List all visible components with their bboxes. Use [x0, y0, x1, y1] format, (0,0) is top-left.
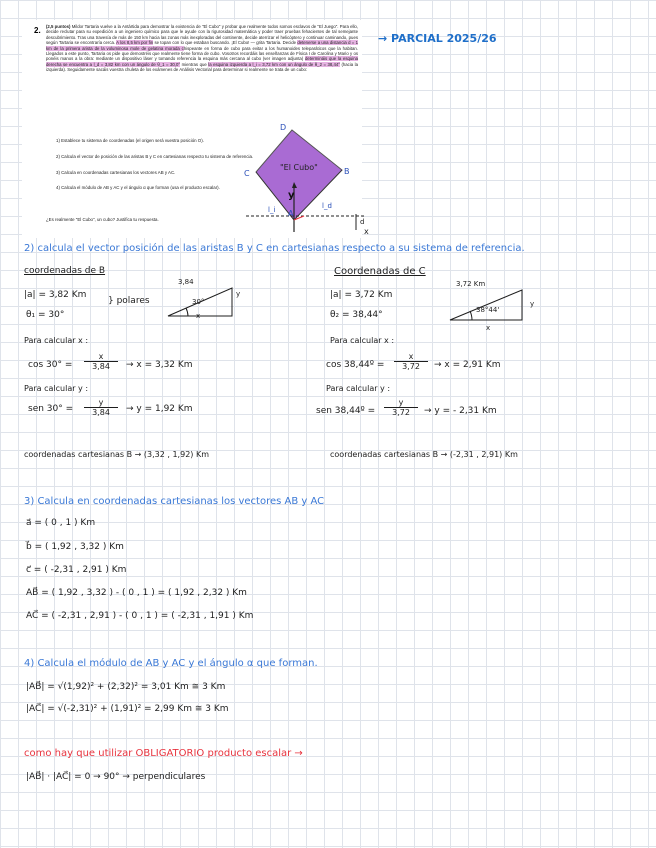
label-y: y: [288, 190, 295, 201]
problem-text-a: Mildor Tartaria vuelve a la Antártida para demostrar la existencia de "El Cubo" y probar que realmente todos somos esclavos de "El Juego". Para ello, decide reclutar para su expedición a un ingeniero químico para que le ayude con la rigurosidad matemática y poder traer pruebas fehacientes de tal semejante descubrimiento. Tras una travesía de más de 150 km hacia las zonas más inexploradas del continente, decide aterrizar el helicóptero y continuar caminando, pues según Tartaria se encontraría cerca.: [46, 24, 358, 46]
b-cartesian: coordenadas cartesianas B → (3,32 , 1,92) Km: [24, 450, 209, 459]
problem-number: 2.: [34, 26, 41, 35]
q3-line-c: c⃗ = ( -2,31 , 2,91 ) Km: [26, 565, 127, 575]
q4-ab-modulus: |AB⃗| = √(1,92)² + (2,32)² = 3,01 Km ≅ 3 Km: [26, 682, 226, 692]
vertex-a: A: [288, 209, 294, 218]
c-sen-num: y: [384, 398, 418, 408]
vertex-d: D: [280, 123, 287, 132]
q3-line-ab: AB⃗ = ( 1,92 , 3,32 ) - ( 0 , 1 ) = ( 1,92 , 2,32 ) Km: [26, 588, 247, 598]
task-1: 1) Establece tu sistema de coordenadas (el origen será vuestra posición O).: [56, 138, 204, 143]
problem-text: [46, 24, 358, 73]
b-x-result: → x = 3,32 Km: [126, 360, 193, 370]
problem-text-hl2: se topan con lo que estaban buscando. ¡El Cubo! — grita Tartaria. Decide: [153, 40, 298, 46]
b-tri-y: y: [236, 290, 241, 298]
parcial-heading: → PARCIAL 2025/26: [378, 32, 497, 45]
c-tri-y: y: [530, 300, 535, 308]
c-sen-eq: sen 38,44º =: [316, 406, 376, 416]
b-cos-fraction: [84, 352, 118, 371]
label-li: l_i: [268, 206, 276, 214]
c-cos-eq: cos 38,44º =: [326, 360, 385, 370]
b-cos-num: x: [84, 352, 118, 362]
c-tri-x: x: [486, 324, 491, 332]
q3-title: 3) Calcula en coordenadas cartesianas los vectores AB y AC: [24, 496, 325, 507]
label-ld: l_d: [322, 202, 332, 210]
c-heading: Coordenadas de C: [334, 266, 426, 277]
c-cos-den: 3,72: [402, 362, 420, 371]
task-3: 3) Calcula en coordenadas cartesianas los vectores AB y AC.: [56, 170, 176, 175]
c-x-result: → x = 2,91 Km: [434, 360, 501, 370]
b-cos-eq: cos 30° =: [28, 360, 73, 370]
b-sen-num: y: [84, 398, 118, 408]
c-sen-den: 3,72: [392, 408, 410, 417]
c-sen-fraction: [384, 398, 418, 417]
b-theta: θ₁ = 30°: [26, 310, 65, 320]
highlight-1: A los 8,5 km por fin: [116, 40, 154, 46]
c-tri-angle: 38°44': [476, 306, 500, 314]
cube-figure: [236, 118, 376, 234]
q3-line-b: b⃗ = ( 1,92 , 3,32 ) Km: [26, 542, 124, 552]
highlight-4: determináis que la esquina derecha se encuentra a l_d = 3,82 km con un ángulo de θ_1 = 30,0°: [46, 56, 359, 67]
label-x: x: [364, 227, 369, 234]
conclusion-red: como hay que utilizar OBLIGATORIO producto escalar →: [24, 748, 303, 759]
c-cos-fraction: [394, 352, 428, 371]
q3-line-ac: AC⃗ = ( -2,31 , 2,91 ) - ( 0 , 1 ) = ( -2,31 , 1,91 ) Km: [26, 611, 254, 621]
b-y-result: → y = 1,92 Km: [126, 404, 193, 414]
b-heading: coordenadas de B: [24, 266, 106, 276]
task-4: 4) Calcula el módulo de AB y AC y el ángulo α que forman (usa el producto escalar).: [56, 185, 220, 190]
cube-label: "El Cubo": [280, 163, 318, 172]
b-tri-x: x: [196, 312, 201, 320]
q2-title: 2) calcula el vector posición de las aristas B y C en cartesianas respecto a su sistema de referencia.: [24, 243, 525, 254]
problem-points: (2,5 puntos): [46, 24, 71, 29]
conclusion-result: |AB⃗| · |AC⃗| = 0 → 90° → perpendiculares: [26, 772, 206, 782]
c-y-result: → y = - 2,31 Km: [424, 406, 497, 416]
problem-text-c: mientras que: [180, 61, 209, 67]
q4-title: 4) Calcula el módulo de AB y AC y el ángulo α que forman.: [24, 658, 318, 669]
c-cos-num: x: [394, 352, 428, 362]
b-sen-fraction: [84, 398, 118, 417]
b-tri-angle: 30°: [192, 298, 205, 306]
vertex-c: C: [244, 169, 250, 178]
c-cartesian: coordenadas cartesianas B → (-2,31 , 2,91) Km: [330, 450, 518, 459]
problem-text-b: hispeante en forma de cubo para evitar a los humanoides teleparáticos que la habitan. Llegados a este punto, Tartaria os pide que demostréis que realmente tiene forma de cubo. Vosotros recordáis las enseñanzas de Física I de Carolina y Mario y os ponéis manos a la obra: mediante un dispositivo láser y tomando referencia la esquina más cercana al cubo (ver imagen adjunta): [46, 45, 358, 62]
task-2: 2) Calcula el vector de posición de las aristas B y C en cartesianas respecto tu sistema de referencia.: [56, 154, 254, 159]
b-polares: } polares: [108, 296, 150, 306]
c-triangle: [448, 286, 528, 324]
b-sen-eq: sen 30° =: [28, 404, 74, 414]
label-d: d: [360, 218, 365, 226]
b-calc-y-label: Para calcular y :: [24, 384, 89, 393]
q4-ac-modulus: |AC⃗| = √(-2,31)² + (1,91)² = 2,99 Km ≅ 3 Km: [26, 704, 229, 714]
c-calc-x-label: Para calcular x :: [330, 336, 395, 345]
vertex-b: B: [344, 167, 350, 176]
b-cos-den: 3,84: [92, 362, 110, 371]
c-tri-hyp: 3,72 Km: [456, 280, 486, 288]
c-theta: θ₂ = 38,44°: [330, 310, 383, 320]
b-tri-hyp: 3,84: [178, 278, 194, 286]
b-calc-x-label: Para calcular x :: [24, 336, 89, 345]
problem-text-d: (hacia la izquierda). Seguidamente sacáis vuestra chuleta de los exámenes de Análisis Vectorial para determinar si realmente se trata de un cubo:: [46, 61, 359, 73]
b-sen-den: 3,84: [92, 408, 110, 417]
q3-line-a: a⃗ = ( 0 , 1 ) Km: [26, 518, 96, 528]
highlight-3: detenerse a una distancia d = 1 km de la primera arista de la voluminosa mole de gelatina morada c: [46, 40, 358, 51]
closing-question: ¿Es realmente "El Cubo", un cubo? Justifica tu respuesta.: [46, 217, 159, 222]
b-modulus: |a| = 3,82 Km: [24, 290, 87, 300]
c-modulus: |a| = 3,72 Km: [330, 290, 393, 300]
highlight-5: la esquina izquierda a l_i = 3,72 km con un ángulo de θ_2 = 38,44°: [208, 61, 340, 67]
c-calc-y-label: Para calcular y :: [326, 384, 391, 393]
